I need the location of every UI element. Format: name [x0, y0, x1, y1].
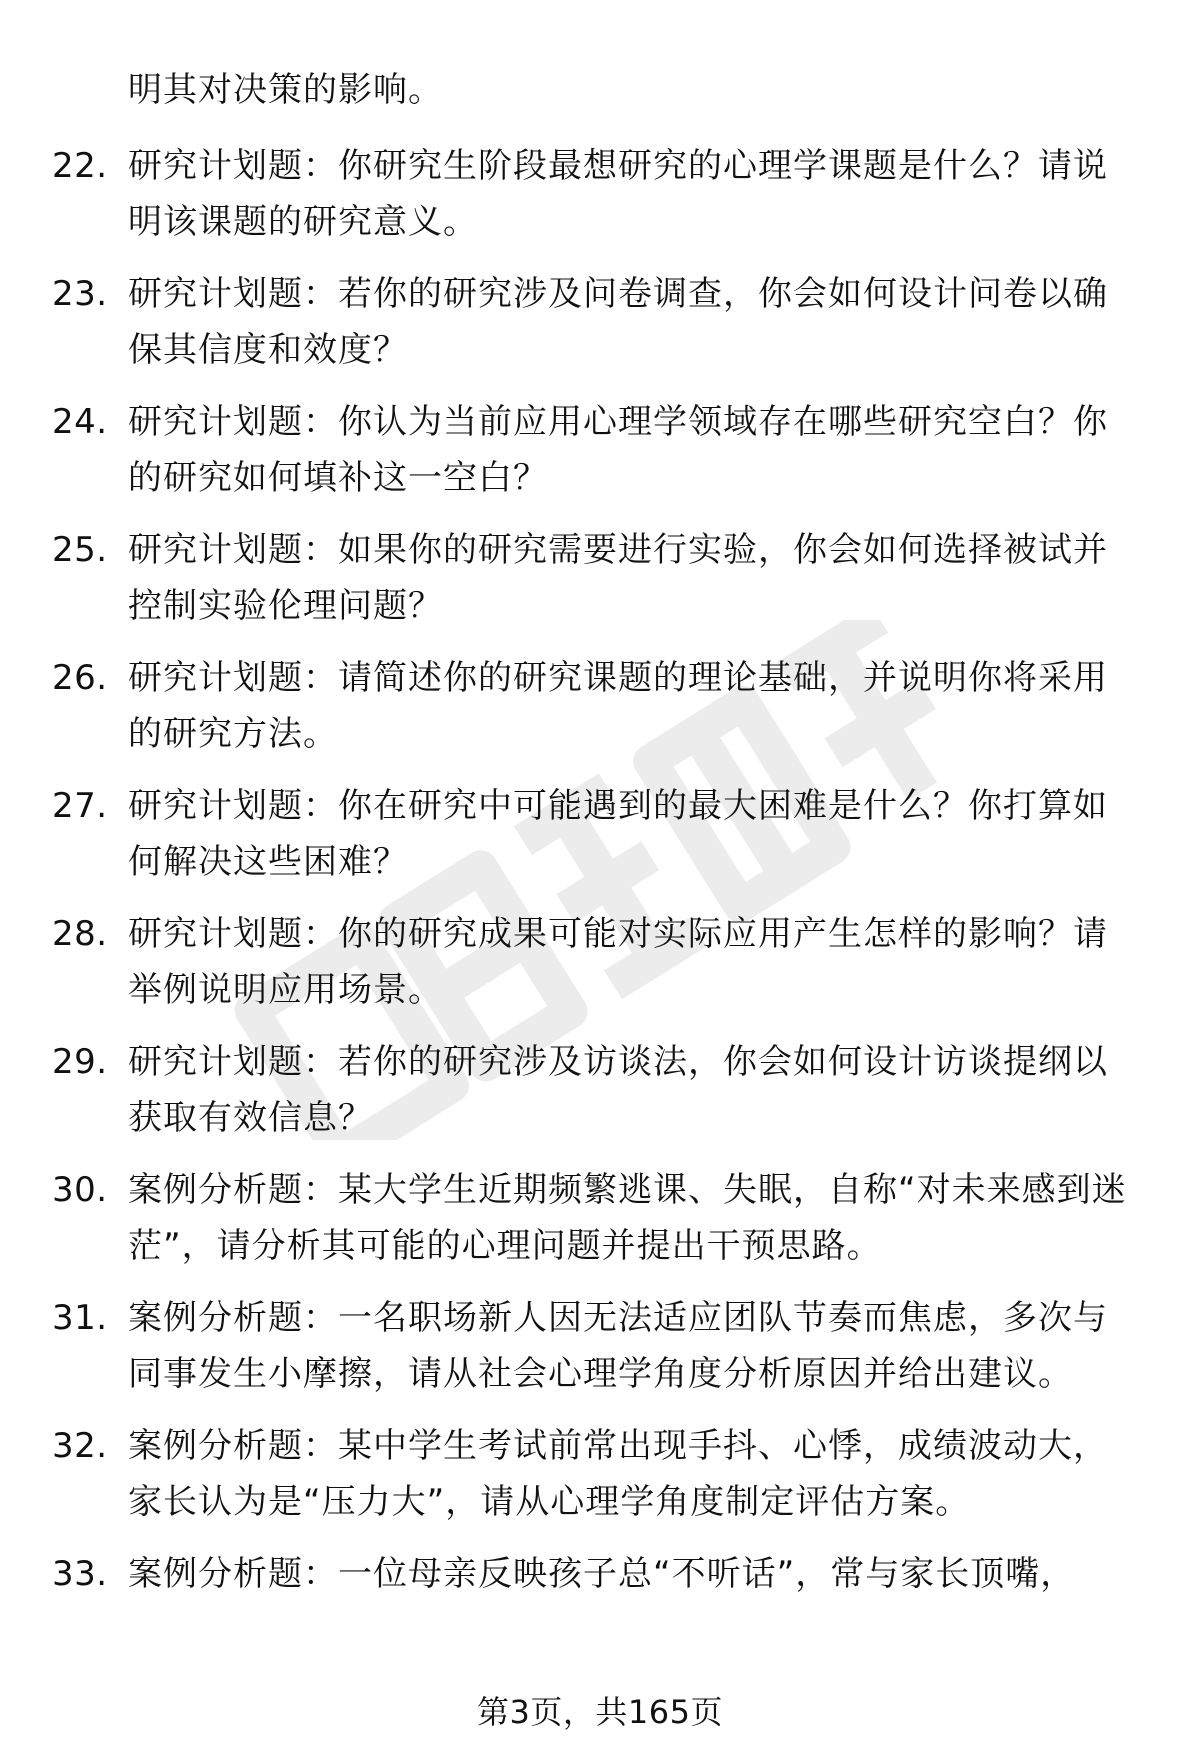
question-item	[0, 1418, 1200, 1546]
question-text: 研究计划题：你在研究中可能遇到的最大困难是什么？你打算如何解决这些困难？	[128, 786, 1108, 882]
question-text: 研究计划题：你研究生阶段最想研究的心理学课题是什么？请说明该课题的研究意义。	[128, 146, 1108, 242]
question-number: 23.	[52, 274, 108, 314]
question-number: 28.	[52, 914, 108, 954]
question-text: 研究计划题：若你的研究涉及问卷调查，你会如何设计问卷以确保其信度和效度？	[128, 274, 1108, 370]
continued-question-text: 明其对决策的影响。	[128, 70, 443, 110]
question-text: 研究计划题：你认为当前应用心理学领域存在哪些研究空白？你的研究如何填补这一空白？	[128, 402, 1108, 498]
question-number: 27.	[52, 786, 108, 826]
question-item	[0, 1546, 1200, 1674]
question-item	[0, 266, 1200, 394]
question-text: 研究计划题：你的研究成果可能对实际应用产生怎样的影响？请举例说明应用场景。	[128, 914, 1108, 1010]
question-item	[0, 778, 1200, 906]
question-number: 31.	[52, 1298, 108, 1338]
question-text: 案例分析题：一位母亲反映孩子总“不听话”，常与家长顶嘴，	[128, 1554, 1076, 1594]
question-number: 30.	[52, 1170, 108, 1210]
question-text: 研究计划题：如果你的研究需要进行实验，你会如何选择被试并控制实验伦理问题？	[128, 530, 1108, 626]
question-number: 25.	[52, 530, 108, 570]
question-item	[0, 906, 1200, 1034]
question-item	[0, 394, 1200, 522]
question-number: 33.	[52, 1554, 108, 1594]
question-item	[0, 1034, 1200, 1162]
question-number: 29.	[52, 1042, 108, 1082]
question-item	[0, 650, 1200, 778]
question-item	[0, 138, 1200, 266]
question-item	[0, 522, 1200, 650]
question-number: 24.	[52, 402, 108, 442]
question-text: 案例分析题：某大学生近期频繁逃课、失眠，自称“对未来感到迷茫”，请分析其可能的心理问题并提出干预思路。	[128, 1170, 1127, 1266]
question-item	[0, 1162, 1200, 1290]
question-number: 26.	[52, 658, 108, 698]
page-footer: 第3页，共165页	[477, 1693, 723, 1731]
question-text: 研究计划题：若你的研究涉及访谈法，你会如何设计访谈提纲以获取有效信息？	[128, 1042, 1108, 1138]
question-number: 22.	[52, 146, 108, 186]
question-text: 案例分析题：某中学生考试前常出现手抖、心悸，成绩波动大，家长认为是“压力大”，请从心理学角度制定评估方案。	[128, 1426, 1108, 1522]
question-text: 案例分析题：一名职场新人因无法适应团队节奏而焦虑，多次与同事发生小摩擦，请从社会心理学角度分析原因并给出建议。	[128, 1298, 1108, 1394]
question-text: 研究计划题：请简述你的研究课题的理论基础，并说明你将采用的研究方法。	[128, 658, 1108, 754]
question-list	[0, 138, 1200, 1674]
question-number: 32.	[52, 1426, 108, 1466]
question-item	[0, 1290, 1200, 1418]
